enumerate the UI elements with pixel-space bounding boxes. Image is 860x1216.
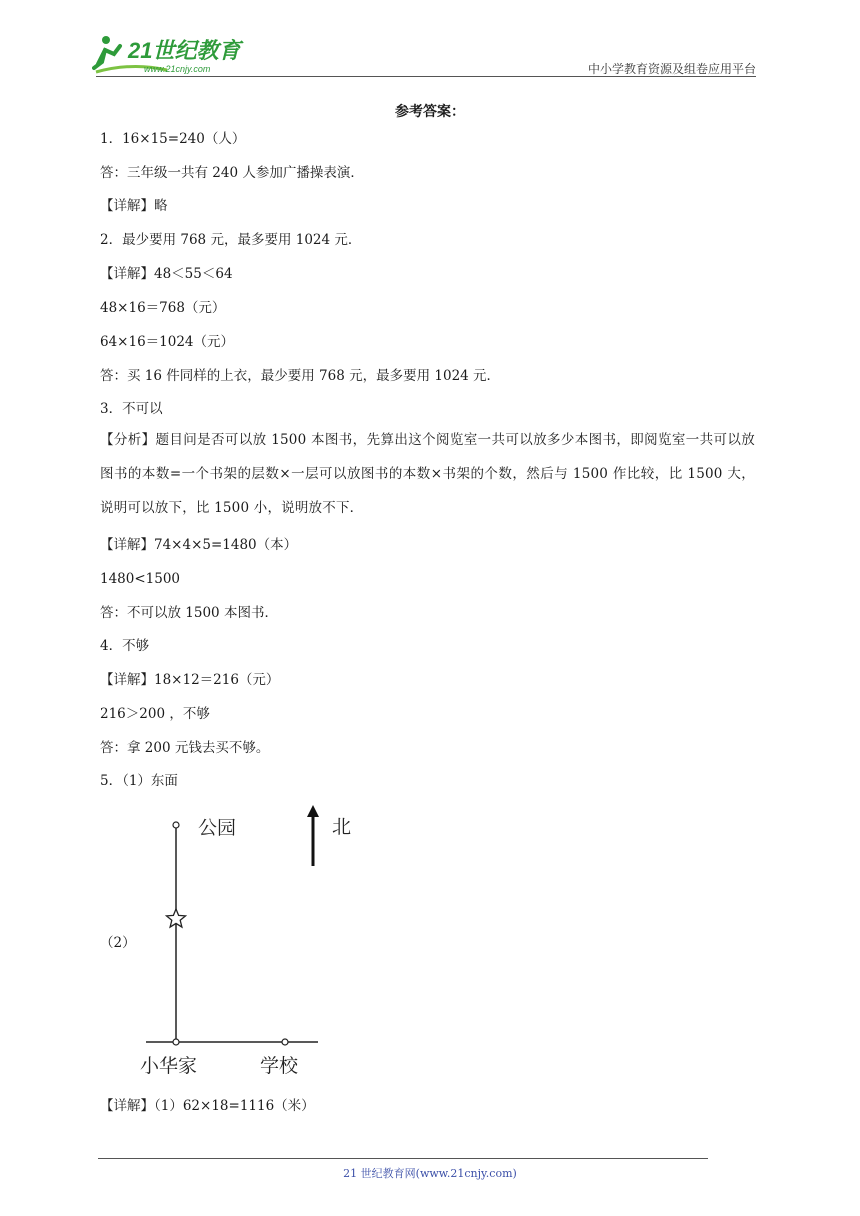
north-arrow-icon <box>307 805 319 866</box>
footer-divider <box>98 1158 708 1159</box>
answer-2-conclusion: 答：买 16 件同样的上衣，最少要用 768 元，最多要用 1024 元． <box>100 368 501 384</box>
answer-5-detail: 【详解】（1）62×18=1116（米） <box>100 1098 315 1114</box>
answer-2-calc-1: 48×16＝768（元） <box>100 300 226 316</box>
north-label: 北 <box>332 816 352 838</box>
answer-3: 3．不可以 <box>100 401 163 417</box>
answer-3-analysis: 【分析】题目问是否可以放 1500 本图书，先算出这个阅览室一共可以放多少本图书，即阅览室一共可以放图书的本数=一个书架的层数×一层可以放图书的本数×书架的个数，然后与 1500 作比较，比 1500 大，说明可以放下，比 1500 小，说明放不下． <box>100 432 755 516</box>
answer-3-detail: 【详解】74×4×5=1480（本） <box>100 537 298 553</box>
answer-4: 4．不够 <box>100 638 150 654</box>
home-label: 小华家 <box>140 1055 198 1077</box>
answer-2-detail: 【详解】48＜55＜64 <box>100 266 233 282</box>
page-footer: 21 世纪教育网(www.21cnjy.com) <box>343 1167 517 1180</box>
answer-2: 2．最少要用 768 元，最多要用 1024 元． <box>100 232 362 248</box>
header-divider <box>96 76 756 77</box>
answer-4-compare: 216＞200 ，不够 <box>100 706 210 722</box>
answer-1: 1．16×15=240（人） <box>100 131 246 147</box>
school-label: 学校 <box>260 1055 299 1077</box>
logo-url: www.21cnjy.com <box>144 64 211 74</box>
answer-3-compare: 1480<1500 <box>100 571 181 587</box>
page-header <box>0 0 860 82</box>
answer-3-conclusion: 答：不可以放 1500 本图书． <box>100 605 278 621</box>
park-label: 公园 <box>198 817 237 839</box>
answer-5-part-1: 5．（1）东面 <box>100 773 178 789</box>
page-title: 参考答案： <box>395 104 465 120</box>
direction-diagram <box>100 800 400 1090</box>
home-point <box>173 1039 179 1045</box>
answer-1-detail: 【详解】略 <box>100 198 168 214</box>
site-name: 中小学教育资源及组卷应用平台 <box>587 62 756 76</box>
answer-1-conclusion: 答：三年级一共有 240 人参加广播操表演． <box>100 165 364 181</box>
answer-4-detail: 【详解】18×12＝216（元） <box>100 672 280 688</box>
answer-4-conclusion: 答：拿 200 元钱去买不够。 <box>100 740 270 756</box>
answer-2-calc-2: 64×16＝1024（元） <box>100 334 235 350</box>
school-point <box>282 1039 288 1045</box>
logo-text: 21世纪教育 <box>128 38 241 63</box>
logo <box>92 34 262 78</box>
park-point <box>173 822 179 828</box>
answer-5-part-2-label: （2） <box>100 935 136 951</box>
